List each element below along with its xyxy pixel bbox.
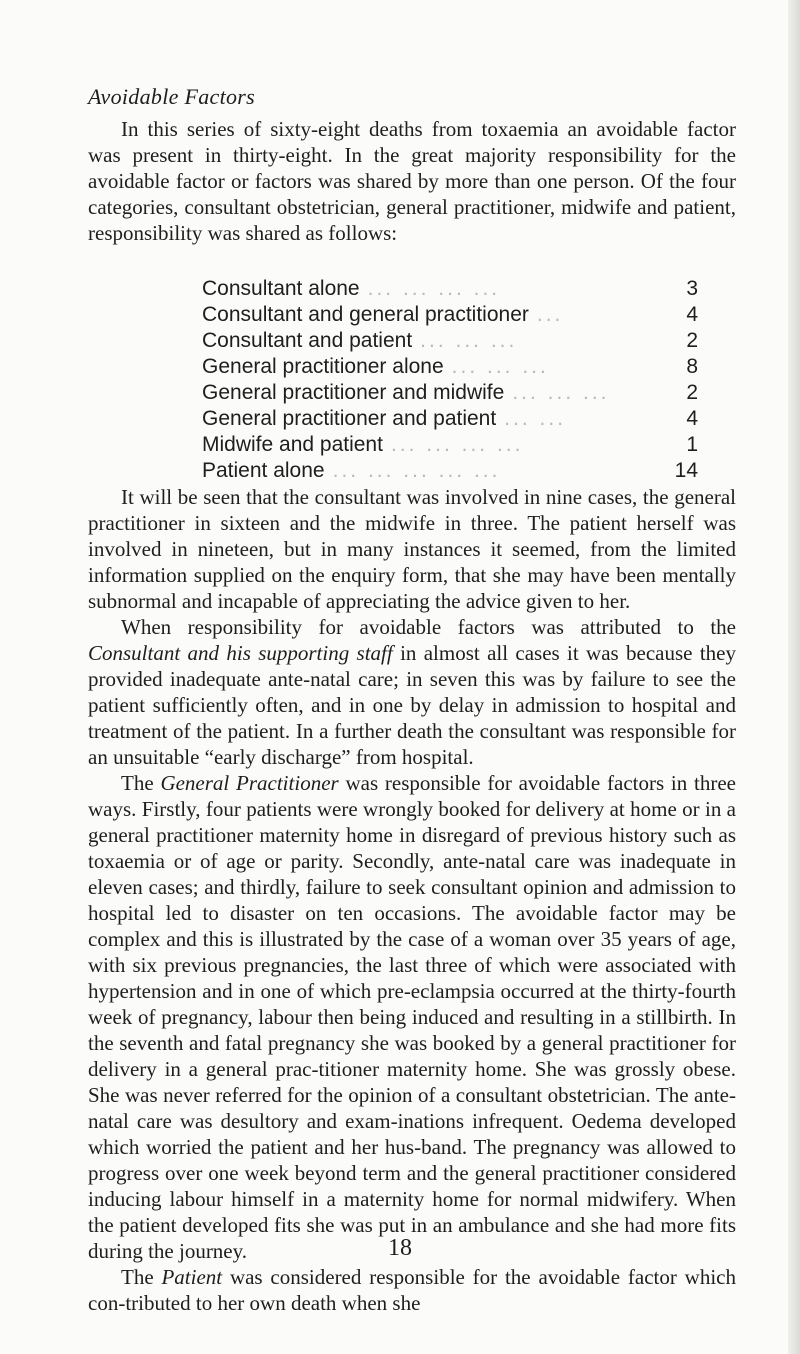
paragraph-general-practitioner xyxy=(88,770,736,1264)
italic-term: Patient xyxy=(161,1265,223,1289)
row-leader: ... ... xyxy=(504,407,567,430)
row-value: 2 xyxy=(686,381,698,404)
row-leader: ... ... ... ... ... xyxy=(332,459,501,482)
page-content xyxy=(88,84,736,1316)
table-row xyxy=(202,380,698,406)
row-label: Consultant and patient xyxy=(202,329,413,352)
row-value: 4 xyxy=(686,303,698,326)
text-run: The xyxy=(121,771,161,795)
table-row xyxy=(202,432,698,458)
table-row xyxy=(202,406,698,432)
page-edge xyxy=(788,0,800,1354)
table-row xyxy=(202,328,698,354)
text-run: in almost all cases it was because they provided inadequate ante-natal care; in seven this was by failure to see the patient sufficiently often, and in one by delay in admission to hospital and treatment of the patient. In a further death the consultant was responsible for an unsuitable “early discharge” from hospital. xyxy=(88,641,736,769)
text-run: was considered responsible for the avoidable factor which con-tributed to her own death when she xyxy=(88,1265,736,1315)
row-label: Consultant alone xyxy=(202,277,360,300)
italic-term: General Practitioner xyxy=(160,771,339,795)
row-label: Patient alone xyxy=(202,459,325,482)
paragraph-consultant xyxy=(88,614,736,770)
row-label: Consultant and general practitioner xyxy=(202,303,529,326)
row-leader: ... ... ... ... xyxy=(367,277,501,300)
paragraph-involvement: It will be seen that the consultant was involved in nine cases, the general practitioner in sixteen and the midwife in three. The patient herself was involved in nineteen, but in many instances it seemed, from the limited information supplied on the enquiry form, that she may have been mentally subnormal and incapable of appreciating the advice given to her. xyxy=(88,485,736,613)
table-row xyxy=(202,458,698,484)
row-label: Midwife and patient xyxy=(202,433,383,456)
row-value: 8 xyxy=(686,355,698,378)
intro-paragraph: In this series of sixty-eight deaths from toxaemia an avoidable factor was present in thirty-eight. In the great majority responsibility for the avoidable factor or factors was shared by more than one person. Of the four categories, consultant obstetrician, general practitioner, midwife and patient, responsibility was shared as follows: xyxy=(88,117,736,245)
table-row xyxy=(202,354,698,380)
row-value: 1 xyxy=(686,433,698,456)
row-value: 3 xyxy=(686,277,698,300)
row-leader: ... xyxy=(536,303,564,326)
row-leader: ... ... ... xyxy=(451,355,549,378)
text-run: When responsibility for avoidable factors was attributed to the xyxy=(121,615,736,639)
row-value: 2 xyxy=(686,329,698,352)
table-row xyxy=(202,276,698,302)
row-label: General practitioner alone xyxy=(202,355,444,378)
row-leader: ... ... ... ... xyxy=(390,433,524,456)
text-run: The xyxy=(121,1265,162,1289)
row-leader: ... ... ... xyxy=(420,329,518,352)
row-leader: ... ... ... xyxy=(512,381,610,404)
italic-term: Consultant and his supporting staff xyxy=(88,641,393,665)
row-label: General practitioner and patient xyxy=(202,407,497,430)
paragraph-patient xyxy=(88,1264,736,1316)
row-value: 4 xyxy=(686,407,698,430)
row-value: 14 xyxy=(674,459,698,482)
text-run: was responsible for avoidable factors in three ways. Firstly, four patients were wrongly booked for delivery at home or in a general practitioner maternity home in disregard of previous history such as toxaemia or of age or parity. Secondly, ante-natal care was inadequate in eleven cases; and thirdly, failure to seek consultant opinion and admission to hospital led to disaster on ten occasions. The avoidable factor may be complex and this is illustrated by the case of a woman over 35 years of age, with six previous pregnancies, the last three of which were associated with hypertension and in one of which pre-eclampsia occurred at the thirty-fourth week of pregnancy, labour then being induced and resulting in a stillbirth. In the seventh and fatal pregnancy she was booked by a general practitioner for delivery in a general prac-titioner maternity home. She was grossly obese. She was never referred for the opinion of a consultant obstetrician. The ante-natal care was desultory and exam-inations infrequent. Oedema developed which worried the patient and her hus-band. The pregnancy was allowed to progress over one week beyond term and the general practitioner considered inducing labour himself in a maternity home for normal midwifery. When the patient developed fits she was put in an ambulance and she had more fits during the journey. xyxy=(88,771,736,1263)
responsibility-table xyxy=(202,276,698,484)
page-number: 18 xyxy=(388,1235,412,1261)
row-label: General practitioner and midwife xyxy=(202,381,505,404)
table-row xyxy=(202,302,698,328)
section-heading: Avoidable Factors xyxy=(88,84,256,109)
